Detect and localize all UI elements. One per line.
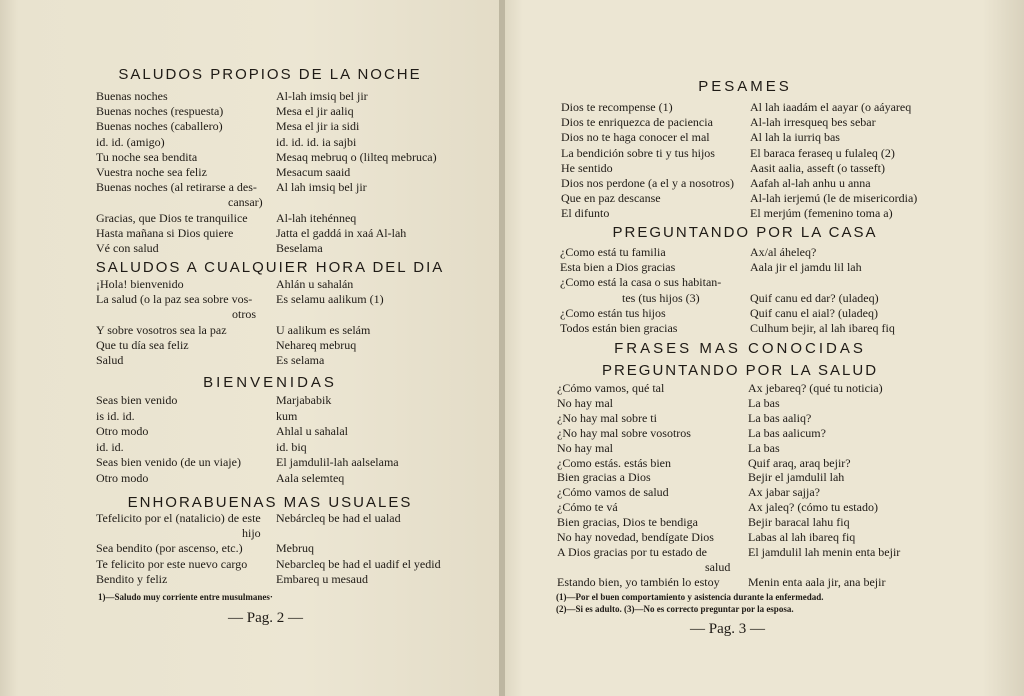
- noche-spanish-2: Buenas noches (caballero): [96, 119, 223, 134]
- enhorabuenas-spanish-3: Te felicito por este nuevo cargo: [96, 556, 248, 571]
- salud-arabic-11: El jamdulil lah menin enta bejir: [748, 544, 901, 559]
- bienvenidas-arabic-3: id. biq: [276, 439, 307, 454]
- bienvenidas-arabic-1: kum: [276, 408, 298, 423]
- noche-spanish-5: Vuestra noche sea feliz: [96, 165, 207, 179]
- cualquier-arabic-4: Nehareq mebruq: [276, 337, 357, 352]
- salud-spanish-10: No hay novedad, bendígate Dios: [557, 530, 714, 544]
- casa-arabic-3: Quif canu ed dar? (uladeq): [750, 290, 879, 305]
- salud-spanish-12: salud: [705, 559, 731, 574]
- salud-spanish-1: No hay mal: [557, 395, 613, 410]
- pesames-spanish-2: Dios no te haga conocer el mal: [561, 130, 710, 145]
- salud-spanish-8: ¿Cómo te vá: [557, 500, 618, 515]
- noche-spanish-6: Buenas noches (al retirarse a des-: [96, 180, 257, 195]
- left-page-number: — Pag. 2 —: [228, 610, 303, 626]
- salud-arabic-7: Ax jabar sajja?: [748, 485, 820, 500]
- salud-arabic-9: Bejir baracal lahu fiq: [748, 515, 850, 530]
- pesames-spanish-6: Que en paz descanse: [561, 191, 661, 206]
- enhorabuenas-spanish-0: Tefelicito por el (natalicio) de este: [96, 511, 261, 525]
- salud-arabic-5: Quif araq, araq bejir?: [748, 455, 851, 470]
- section-title-preguntando-casa: PREGUNTANDO POR LA CASA: [612, 224, 878, 241]
- enhorabuenas-arabic-4: Embareq u mesaud: [276, 571, 368, 586]
- salud-spanish-3: ¿No hay mal sobre vosotros: [557, 425, 691, 440]
- noche-arabic-5: Mesacum saaid: [276, 165, 351, 179]
- bienvenidas-arabic-5: Aala selemteq: [276, 470, 345, 485]
- noche-arabic-4: Mesaq mebruq o (lilteq mebruca): [276, 149, 437, 164]
- noche-spanish-4: Tu noche sea bendita: [96, 149, 198, 164]
- salud-arabic-6: Bejir el jamdulil lah: [748, 470, 845, 485]
- pesames-spanish-3: La bendición sobre ti y tus hijos: [561, 145, 715, 160]
- noche-spanish-1: Buenas noches (respuesta): [96, 104, 224, 119]
- salud-arabic-4: La bas: [748, 440, 780, 455]
- cualquier-spanish-5: Salud: [96, 353, 124, 367]
- cualquier-arabic-0: Ahlán u sahalán: [276, 277, 354, 291]
- enhorabuenas-arabic-3: Nebarcleq be had el uadif el yedid: [276, 556, 441, 571]
- noche-arabic-1: Mesa el jir aaliq: [276, 104, 354, 119]
- pesames-arabic-2: Al lah la iurriq bas: [750, 130, 840, 145]
- noche-spanish-0: Buenas noches: [96, 89, 168, 103]
- section-title-cualquier-hora: SALUDOS A CUALQUIER HORA DEL DIA: [95, 259, 445, 276]
- noche-spanish-8: Gracias, que Dios te tranquilice: [96, 210, 248, 225]
- cualquier-spanish-0: ¡Hola! bienvenido: [96, 277, 184, 291]
- noche-arabic-0: Al-lah imsiq bel jir: [276, 89, 368, 103]
- salud-spanish-7: ¿Cómo vamos de salud: [557, 485, 669, 500]
- bienvenidas-spanish-2: Otro modo: [96, 424, 149, 438]
- noche-spanish-7: cansar): [228, 195, 263, 210]
- cualquier-spanish-4: Que tu día sea feliz: [96, 337, 189, 352]
- pesames-arabic-0: Al lah iaadám el aayar (o aáyareq: [750, 100, 912, 114]
- pesames-spanish-5: Dios nos perdone (a el y a nosotros): [561, 176, 734, 190]
- book-gutter: [499, 0, 505, 696]
- section-title-frases: FRASES MAS CONOCIDAS: [614, 340, 866, 357]
- salud-spanish-9: Bien gracias, Dios te bendiga: [557, 515, 698, 530]
- casa-spanish-2: ¿Como está la casa o sus habitan-: [560, 275, 722, 290]
- right-footnote-2: (2)—Si es adulto. (3)—No es correcto preguntar por la esposa.: [556, 604, 794, 614]
- pesames-arabic-1: Al-lah irresqueq bes sebar: [750, 115, 876, 130]
- casa-spanish-0: ¿Como está tu familia: [560, 245, 666, 259]
- pesames-spanish-4: He sentido: [561, 160, 613, 175]
- noche-spanish-9: Hasta mañana si Dios quiere: [96, 225, 234, 240]
- section-title-bienvenidas: BIENVENIDAS: [203, 374, 337, 391]
- casa-spanish-3: tes (tus hijos (3): [622, 290, 700, 305]
- casa-spanish-4: ¿Como están tus hijos: [560, 305, 666, 320]
- cualquier-arabic-1: Es selamu aalikum (1): [276, 292, 384, 307]
- section-subtitle-salud: PREGUNTANDO POR LA SALUD: [601, 362, 879, 379]
- pesames-arabic-5: Aafah al-lah anhu u anna: [750, 176, 871, 190]
- casa-arabic-0: Ax/al áheleq?: [750, 245, 817, 259]
- casa-arabic-4: Quif canu el aial? (uladeq): [750, 305, 878, 320]
- noche-arabic-6: Al lah imsiq bel jir: [276, 180, 367, 195]
- bienvenidas-arabic-4: El jamdulil-lah aalselama: [276, 455, 399, 469]
- enhorabuenas-spanish-1: hijo: [242, 526, 261, 541]
- salud-spanish-11: A Dios gracias por tu estado de: [557, 544, 707, 559]
- casa-spanish-5: Todos están bien gracias: [560, 321, 678, 335]
- salud-spanish-13: Estando bien, yo también lo estoy: [557, 574, 720, 589]
- salud-spanish-5: ¿Como estás. estás bien: [557, 455, 671, 470]
- bienvenidas-spanish-4: Seas bien venido (de un viaje): [96, 455, 241, 469]
- bienvenidas-arabic-2: Ahlal u sahalal: [276, 424, 348, 438]
- salud-arabic-10: Labas al lah ibareq fiq: [748, 530, 856, 544]
- bienvenidas-spanish-5: Otro modo: [96, 470, 149, 485]
- enhorabuenas-arabic-2: Mebruq: [276, 541, 314, 556]
- noche-arabic-2: Mesa el jir ia sidi: [276, 119, 360, 134]
- salud-arabic-13: Menin enta aala jir, ana bejir: [748, 574, 886, 589]
- casa-arabic-5: Culhum bejir, al lah ibareq fiq: [750, 321, 895, 335]
- salud-arabic-3: La bas aalicum?: [748, 425, 826, 440]
- noche-arabic-10: Beselama: [276, 241, 323, 255]
- pesames-spanish-7: El difunto: [561, 206, 610, 221]
- enhorabuenas-arabic-0: Nebárcleq be had el ualad: [276, 511, 401, 525]
- right-footnote-1: (1)—Por el buen comportamiento y asistencia durante la enfermedad.: [556, 592, 824, 602]
- enhorabuenas-spanish-2: Sea bendito (por ascenso, etc.): [96, 541, 243, 556]
- bienvenidas-arabic-0: Marjababik: [276, 393, 332, 407]
- pesames-arabic-7: El merjúm (femenino toma a): [750, 206, 893, 221]
- bienvenidas-spanish-0: Seas bien venido: [96, 393, 178, 407]
- salud-spanish-4: No hay mal: [557, 440, 613, 455]
- cualquier-spanish-1: La salud (o la paz sea sobre vos-: [96, 292, 253, 307]
- cualquier-spanish-2: otros: [232, 307, 256, 322]
- casa-arabic-1: Aala jir el jamdu lil lah: [750, 260, 862, 275]
- enhorabuenas-spanish-4: Bendito y feliz: [96, 571, 168, 586]
- section-title-enhorabuenas: ENHORABUENAS MAS USUALES: [127, 494, 413, 511]
- bienvenidas-spanish-3: id. id.: [96, 439, 124, 454]
- noche-spanish-10: Vé con salud: [96, 241, 159, 255]
- pesames-arabic-6: Al-lah ierjemú (le de misericordia): [750, 191, 918, 206]
- bienvenidas-spanish-1: is id. id.: [96, 408, 135, 423]
- noche-arabic-9: Jatta el gaddá in xaá Al-lah: [276, 225, 407, 240]
- pesames-spanish-0: Dios te recompense (1): [561, 100, 673, 114]
- salud-arabic-2: La bas aaliq?: [748, 410, 812, 425]
- right-page-number: — Pag. 3 —: [690, 621, 765, 637]
- salud-spanish-2: ¿No hay mal sobre ti: [557, 410, 657, 425]
- cualquier-arabic-5: Es selama: [276, 353, 325, 367]
- salud-spanish-6: Bien gracias a Dios: [557, 470, 651, 485]
- pesames-arabic-3: El baraca feraseq u fulaleq (2): [750, 145, 895, 160]
- section-title-pesames: PESAMES: [698, 78, 792, 95]
- pesames-arabic-4: Aasit aalia, asseft (o tasseft): [750, 160, 885, 175]
- salud-spanish-0: ¿Cómo vamos, qué tal: [557, 381, 665, 395]
- cualquier-arabic-3: U aalikum es selám: [276, 322, 371, 337]
- noche-arabic-3: id. id. id. ia sajbi: [276, 134, 357, 149]
- left-footnote: 1)—Saludo muy corriente entre musulmanes·: [98, 592, 273, 602]
- cualquier-spanish-3: Y sobre vosotros sea la paz: [96, 322, 227, 337]
- noche-spanish-3: id. id. (amigo): [96, 134, 165, 149]
- salud-arabic-0: Ax jebareq? (qué tu noticia): [748, 381, 883, 395]
- salud-arabic-1: La bas: [748, 395, 780, 410]
- section-title-noche: SALUDOS PROPIOS DE LA NOCHE: [118, 66, 422, 83]
- casa-spanish-1: Esta bien a Dios gracias: [560, 260, 676, 275]
- noche-arabic-8: Al-lah itehénneq: [276, 210, 357, 225]
- salud-arabic-8: Ax jaleq? (cómo tu estado): [748, 500, 878, 515]
- pesames-spanish-1: Dios te enriquezca de paciencia: [561, 115, 713, 130]
